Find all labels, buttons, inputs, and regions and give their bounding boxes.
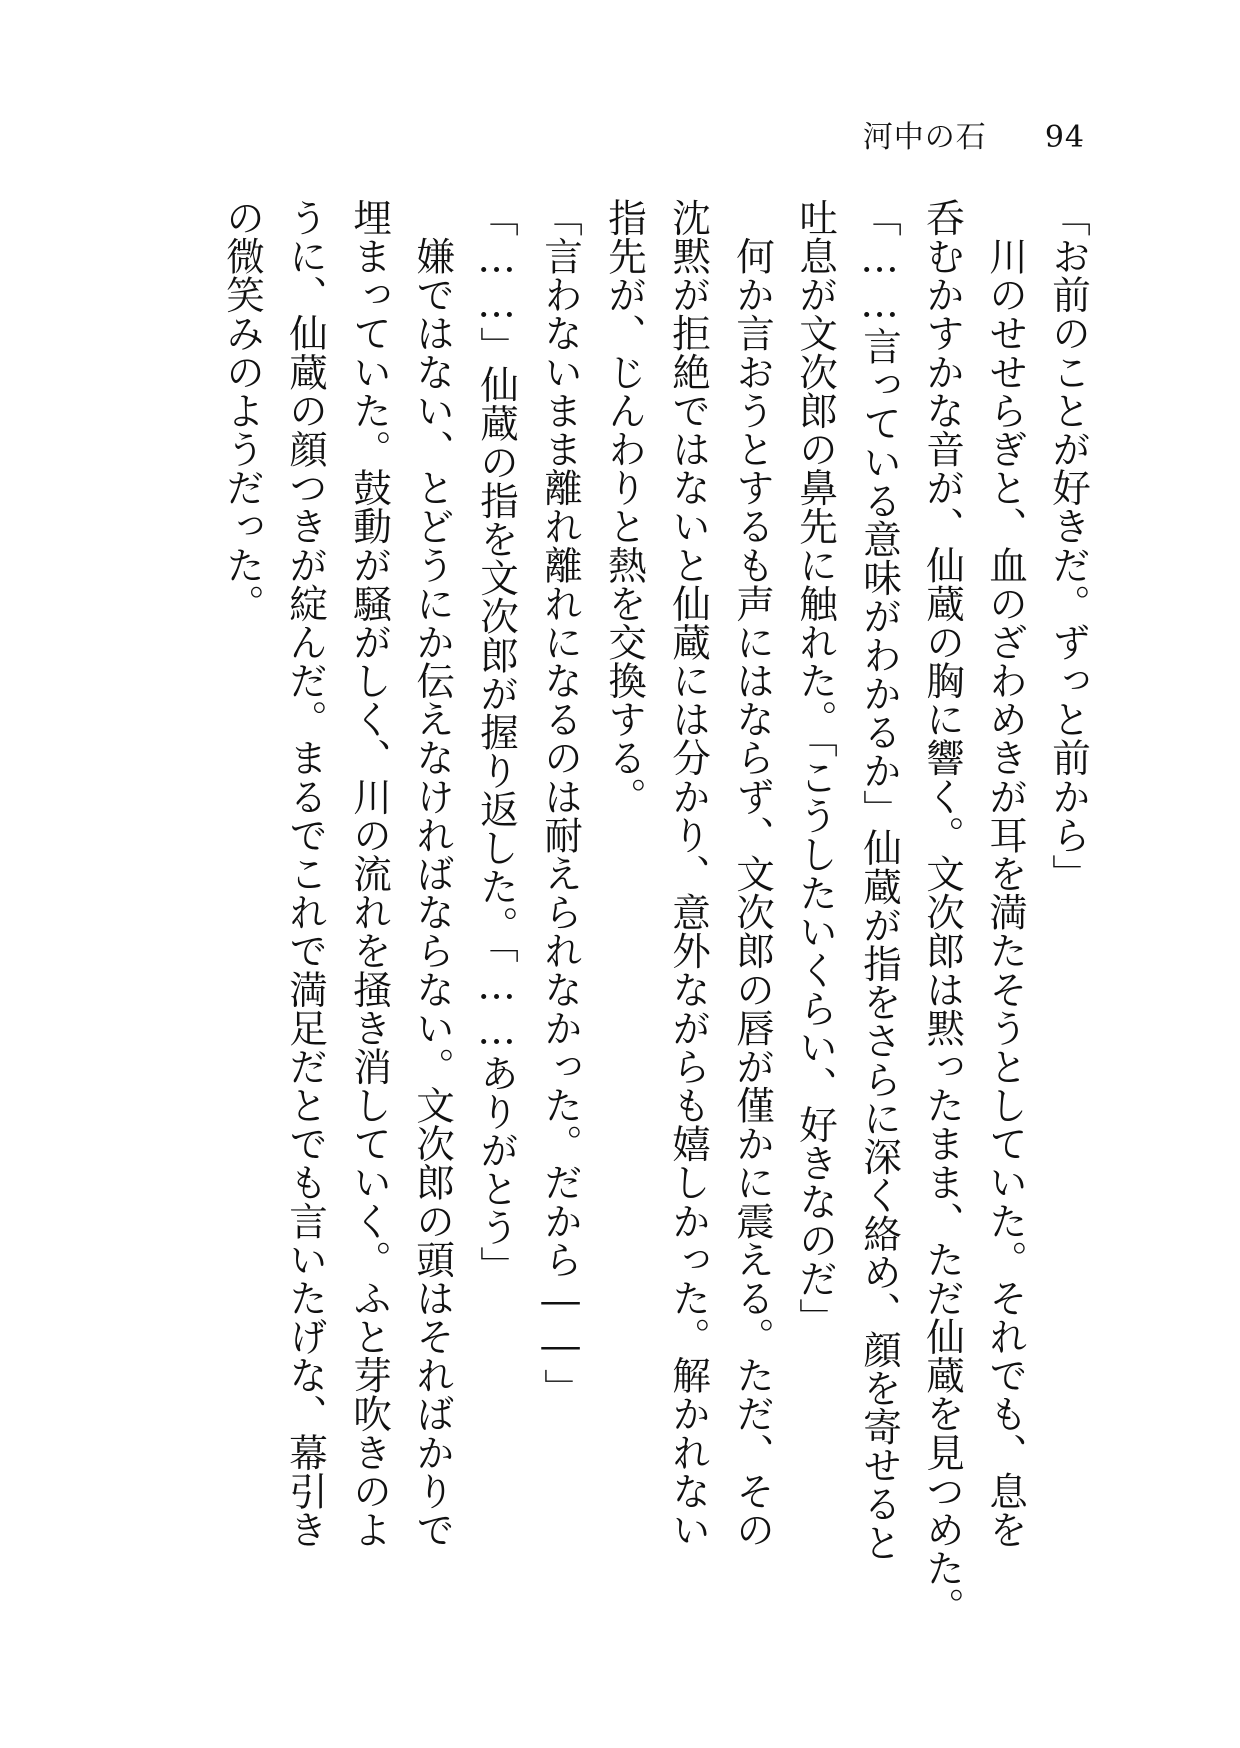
running-header [863, 112, 1085, 156]
text-column-1: 「お前のことが好きだ。ずっと前から」 [1046, 198, 1091, 893]
chapter-title: 河中の石 [862, 120, 987, 155]
text-column-7: 沈黙が拒絶ではないと仙蔵には分かり、意外ながらも嬉しかった。解かれない [666, 198, 711, 1549]
text-column-11: 嫌ではない、とどうにか伝えなければならない。文次郎の頭はそればかりで [410, 198, 455, 1549]
text-column-14: の微笑みのようだった。 [220, 198, 265, 623]
text-column-8: 指先が、じんわりと熱を交換する。 [602, 198, 647, 816]
text-column-6: 何か言おうとするも声にはならず、文次郎の唇が僅かに震える。ただ、その [730, 198, 775, 1549]
page-number: 94 [1044, 120, 1085, 155]
text-column-13: うに、仙蔵の顔つきが綻んだ。まるでこれで満足だとでも言いたげな、幕引き [283, 198, 328, 1549]
vertical-body-text [218, 198, 1098, 1626]
text-column-9: 「言わないまま離れ離れになるのは耐えられなかった。だから――」 [538, 198, 583, 1408]
text-column-12: 埋まっていた。鼓動が騒がしく、川の流れを掻き消していく。ふと芽吹きのよ [347, 198, 392, 1549]
text-column-10: 「……」仙蔵の指を文次郎が握り返した。「……ありがとう」 [474, 198, 519, 1285]
text-column-5: 吐息が文次郎の鼻先に触れた。「こうしたいくらい、好きなのだ」 [793, 198, 838, 1337]
text-column-2: 川のせせらぎと、血のざわめきが耳を満たそうとしていた。それでも、息を [983, 198, 1028, 1549]
text-column-4: 「……言っている意味がわかるか」仙蔵が指をさらに深く絡め、顔を寄せると [857, 198, 902, 1562]
text-column-3: 呑むかすかな音が、仙蔵の胸に響く。文次郎は黙ったまま、ただ仙蔵を見つめた。 [920, 198, 965, 1626]
